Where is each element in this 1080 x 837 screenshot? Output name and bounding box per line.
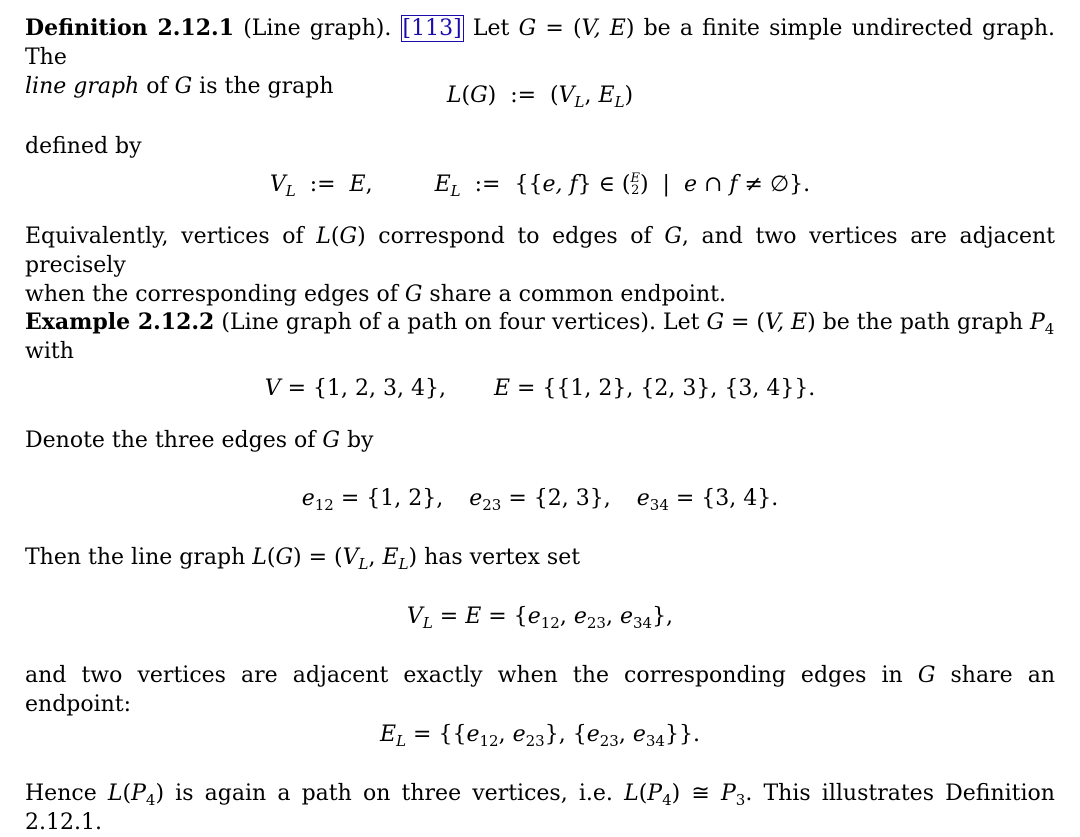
definition-intro: Let G = (V, E) be a finite simple undirected graph. The [25,16,1055,70]
display-line-graph: L(G) := ($V_L$, $E_L$) [446,83,634,111]
adjacent-text: and two vertices are adjacent exactly when the corresponding edges in G share an endpoint: [25,663,1055,717]
conclusion-text: Hence $L(P_4)$ is again a path on three vertices, i.e. $L(P_4)$ ≅ $P_3$. This illustrates Definition 2.12.1. [25,781,1055,835]
then-text: Then the line graph $L(G) = (V_L$, $E_L$) has vertex set [25,545,581,573]
definition-title: (Line graph). [243,16,392,41]
example-paragraph: Example 2.12.2 (Line graph of a path on four vertices). Let G = (V, E) be the path graph $P_4$ with [25,309,1055,364]
definition-label: Definition 2.12.1 [25,15,235,41]
denote-text: Denote the three edges of G by [25,428,374,453]
citation-link[interactable]: [113] [402,16,462,41]
example-title: (Line graph of a path on four vertices). [221,310,656,335]
defined-by-text: defined by [25,134,142,159]
display-edges: $e_{12} = \{1$, 2}, $e_{23} = \{2$, 3}, $e_{34} = \{3$, 4}. [301,486,779,514]
display-EL: $E_L = \{\{e_{12}$, $e_{23}$}, {$e_{23}$, $e_{34}$}}. [380,722,700,750]
display-V-E: V = {1, 2, 3, 4}, E = {{1, 2}, {2, 3}, {3, 4}}. [264,376,816,401]
equivalence-paragraph: Equivalently, vertices of L(G) correspond to edges of G, and two vertices are adjacent precisely when the corresponding edges of G share a common endpoint. [25,224,1055,307]
display-VL: $V_L = E = \{e_{12}$, $e_{23}$, $e_{34}$}, [406,604,674,632]
example-label: Example 2.12.2 [25,309,215,335]
definition-line2: line graph of G is the graph [25,74,334,99]
display-vertex-edge-def: $V_L$ := E, $E_L$ := {{e, f} ∈ (E 2) | e ∩ f ≠ ∅}. [269,171,811,200]
